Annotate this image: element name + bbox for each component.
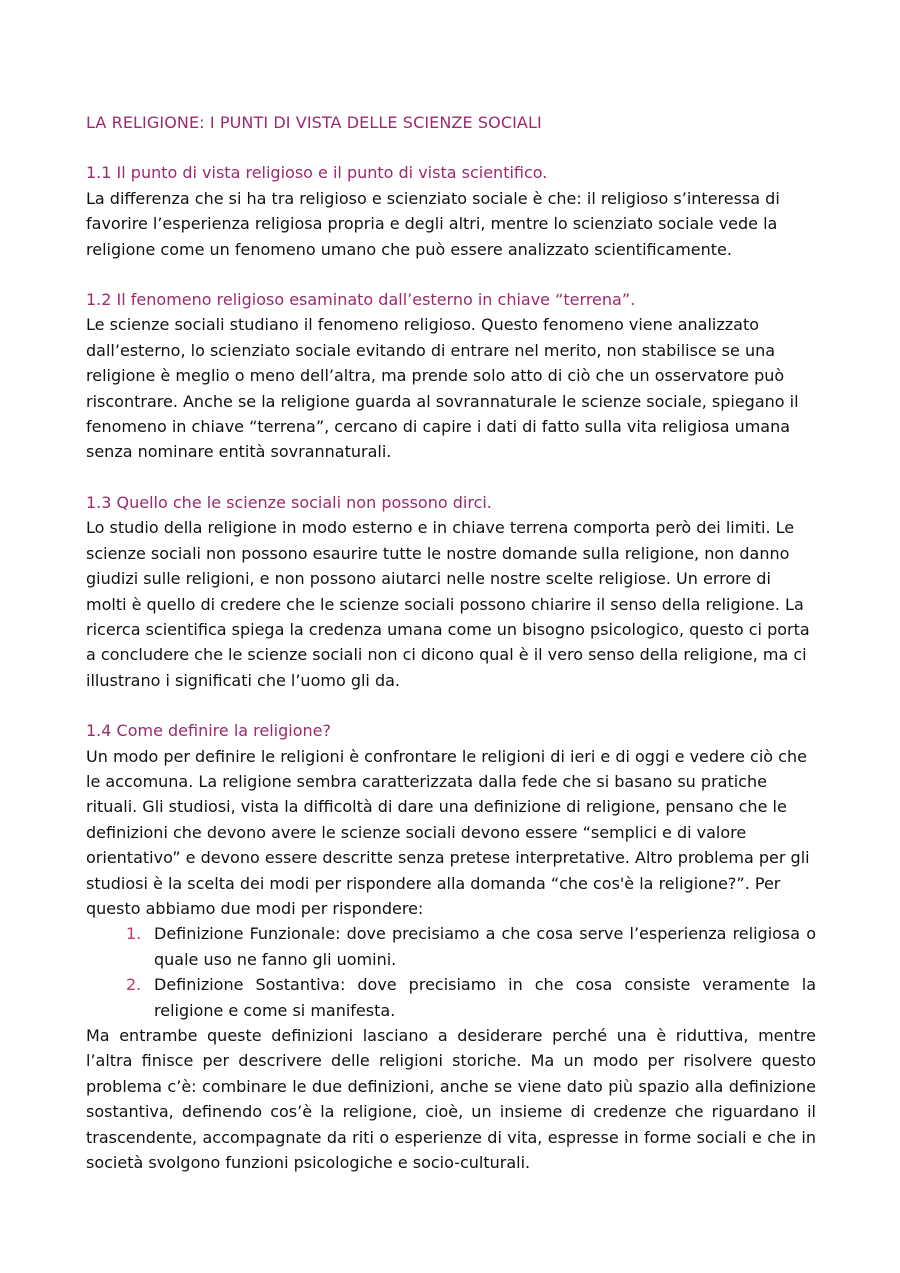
section-heading: 1.1 Il punto di vista religioso e il punto di vista scientifico. — [86, 163, 548, 183]
section-heading: 1.3 Quello che le scienze sociali non possono dirci. — [86, 492, 492, 512]
section-heading: 1.4 Come definire la religione? — [86, 721, 331, 741]
section-1-4 — [86, 718, 816, 1175]
section-heading: 1.2 Il fenomeno religioso esaminato dall’esterno in chiave “terrena”. — [86, 290, 636, 310]
section-1-2 — [86, 287, 816, 465]
document-title: LA RELIGIONE: I PUNTI DI VISTA DELLE SCIENZE SOCIALI — [86, 113, 542, 132]
list-item-text: Definizione Sostantiva: dove precisiamo in che cosa consiste veramente la religione e come si manifesta. — [154, 975, 816, 1020]
definitions-list — [86, 921, 816, 1023]
document-page — [86, 110, 816, 1200]
section-body: Le scienze sociali studiano il fenomeno religioso. Questo fenomeno viene analizzato dall’esterno, lo scienziato sociale evitando di entrare nel merito, non stabilisce se una religione è meglio o meno dell’altra, ma prende solo atto di ciò che un osservatore può riscontrare. Anche se la religione guarda al sovrannaturale le scienze sociale, spiegano il fenomeno in chiave “terrena”, cercano di capire i dati di fatto sulla vita religiosa umana senza nominare entità sovrannaturali. — [86, 315, 799, 462]
section-1-3 — [86, 490, 816, 693]
section-body: La differenza che si ha tra religioso e scienziato sociale è che: il religioso s’interessa di favorire l’esperienza religiosa propria e degli altri, mentre lo scienziato sociale vede la religione come un fenomeno umano che può essere analizzato scientificamente. — [86, 188, 780, 259]
list-number: 2. — [126, 975, 142, 995]
list-item-text: Definizione Funzionale: dove precisiamo a che cosa serve l’esperienza religiosa o quale uso ne fanno gli uomini. — [154, 924, 816, 969]
list-item — [126, 921, 816, 972]
section-body: Un modo per definire le religioni è confrontare le religioni di ieri e di oggi e vedere ciò che le accomuna. La religione sembra caratterizzata dalla fede che si basano su pratiche rituali. Gli studiosi, vista la difficoltà di dare una definizione di religione, pensano che le definizioni che devono avere le scienze sociali devono essere “semplici e di valore orientativo” e devono essere descritte senza pretese interpretative. Altro problema per gli studiosi è la scelta dei modi per rispondere alla domanda “che cos'è la religione?”. Per questo abbiamo due modi per rispondere: — [86, 746, 810, 918]
section-1-1 — [86, 160, 816, 262]
list-item — [126, 972, 816, 1023]
list-number: 1. — [126, 924, 142, 944]
section-closing: Ma entrambe queste definizioni lasciano a desiderare perché una è riduttiva, mentre l’altra finisce per descrivere delle religioni storiche. Ma un modo per risolvere questo problema c’è: combinare le due definizioni, anche se viene dato più spazio alla definizione sostantiva, definendo cos’è la religione, cioè, un insieme di credenze che riguardano il trascendente, accompagnate da riti o esperienze di vita, espresse in forme sociali e che in società svolgono funzioni psicologiche e socio-culturali. — [86, 1026, 816, 1173]
section-body: Lo studio della religione in modo esterno e in chiave terrena comporta però dei limiti. Le scienze sociali non possono esaurire tutte le nostre domande sulla religione, non danno giudizi sulle religioni, e non possono aiutarci nelle nostre scelte religiose. Un errore di molti è quello di credere che le scienze sociali possono chiarire il senso della religione. La ricerca scientifica spiega la credenza umana come un bisogno psicologico, questo ci porta a concludere che le scienze sociali non ci dicono qual è il vero senso della religione, ma ci illustrano i significati che l’uomo gli da. — [86, 518, 810, 690]
